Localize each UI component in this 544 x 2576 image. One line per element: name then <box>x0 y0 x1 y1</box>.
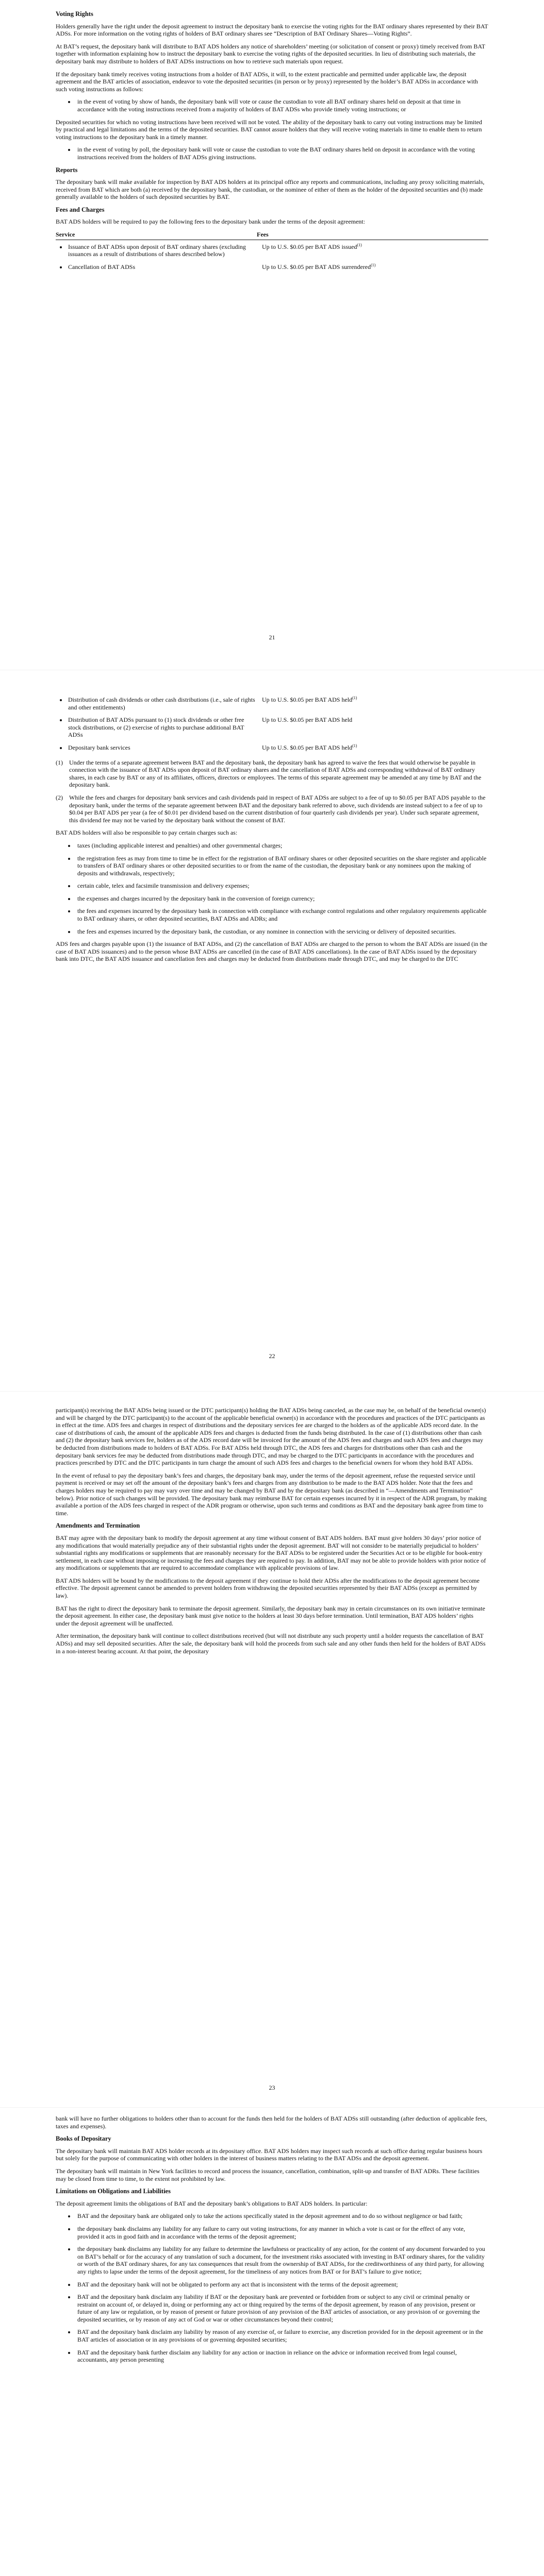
fees-heading: Fees and Charges <box>56 206 105 213</box>
amendments-paragraph-2: BAT ADS holders will be bound by the modifications to the deposit agreement if they continue to hold their ADSs after the modifications to the deposit agreement become effective. The deposit agreement cannot be amended to prevent holders from withdrawing the deposited securities represented by their BAT ADSs (except as permitted by law). <box>56 1577 480 1600</box>
footnote-1 <box>56 759 488 789</box>
voting-list-1 <box>56 98 488 113</box>
table-row <box>56 240 488 260</box>
voting-paragraph-4: Deposited securities for which no voting instructions have been received will not be voted. The ability of the depositary bank to carry out voting instructions may be limited by practical and legal limitations and the terms of the deposited securities. BAT cannot assure holders that they will receive voting materials in time to enable them to return voting instructions to the depositary bank in a timely manner. <box>56 118 482 141</box>
page-22 <box>0 693 544 968</box>
list-item: • the expenses and charges incurred by the depositary bank in the conversion of foreign currency; <box>75 895 488 903</box>
reports-heading: Reports <box>56 166 78 174</box>
fee-service: • Distribution of BAT ADSs pursuant to (1) stock dividends or other free stock distributions, or (2) exercise of rights to purchase additional BAT ADSs <box>67 716 257 739</box>
table-row <box>56 693 488 713</box>
list-item: • BAT and the depositary bank further disclaim any liability for any action or inaction in reliance on the advice or information received from legal counsel, accountants, any person presenting <box>75 2349 488 2364</box>
voting-poll-item: • in the event of voting by poll, the depositary bank will vote or cause the custodian to vote the BAT ordinary shares held on deposit in accordance with the voting instructions received from the holders of BAT ADSs giving instructions. <box>75 146 488 161</box>
fee-note: (1) <box>357 242 362 247</box>
charges-intro: BAT ADS holders will also be responsible to pay certain charges such as: <box>56 829 238 837</box>
list-item: • BAT and the depositary bank disclaim any liability by reason of any exercise of, or failure to exercise, any discretion provided for in the deposit agreement or in the BAT articles of association or in any provisions of or governing deposited securities; <box>75 2328 488 2343</box>
list-item: • BAT and the depositary bank will not be obligated to perform any act that is inconsistent with the terms of the deposit agreement; <box>75 2281 488 2289</box>
voting-paragraph-2: At BAT’s request, the depositary bank will distribute to BAT ADS holders any notice of shareholders’ meeting (or solicitation of consent or proxy) timely received from BAT together with information explaining how to instruct the depositary bank to exercise the voting rights of the deposited securities. In lieu of distributing such materials, the depositary bank may distribute to holders of BAT ADSs instructions on how to retrieve such materials upon request. <box>56 42 485 65</box>
voting-paragraph-1: Holders generally have the right under the deposit agreement to instruct the depositary bank to exercise the voting rights for the BAT ordinary shares represented by their BAT ADSs. For more information on the voting rights of holders of BAT ordinary shares see “Description of BAT Ordinary Shares—Voting Rights”. <box>56 22 488 38</box>
page-divider <box>0 1391 544 1392</box>
footnote-2 <box>56 794 488 824</box>
fee-service: • Depositary bank services <box>67 744 257 752</box>
fee-amount: Up to U.S. $0.05 per BAT ADS surrendered <box>262 263 371 270</box>
page-number-22: 22 <box>269 1352 275 1360</box>
list-item: • certain cable, telex and facsimile transmission and delivery expenses; <box>75 882 488 890</box>
page-23 <box>0 1406 544 1660</box>
table-row <box>56 741 488 754</box>
page-number-23: 23 <box>269 2084 275 2091</box>
footnote-1-text: Under the terms of a separate agreement between BAT and the depositary bank, the depositary bank has agreed to waive the fees that would otherwise be payable in connection with the issuance of BAT ADSs upon deposit of BAT ordinary shares and the cancellation of BAT ADSs and corresponding withdrawal of BAT ordinary shares, in each case by BAT or any of its affiliates, officers, directors or employees. The terms of this separate agreement may be amended at any time by BAT and the depositary bank. <box>69 758 482 789</box>
amendments-heading: Amendments and Termination <box>56 1522 140 1530</box>
fee-note: (1) <box>352 696 357 700</box>
voting-list-2 <box>56 146 488 161</box>
books-paragraph-1: The depositary bank will maintain BAT ADS holder records at its depositary office. BAT ADS holders may inspect such records at such office during regular business hours but solely for the purpose of communicating with other holders in the interest of business matters relating to the BAT ADSs and the deposit agreement. <box>56 2147 483 2162</box>
fee-note: (1) <box>352 743 357 748</box>
list-item: • the depositary bank disclaims any liability for any failure to determine the lawfulness or practicality of any action, for the content of any document forwarded to you on BAT’s behalf or for the accuracy of any translation of such a document, for the investment risks associated with investing in BAT ordinary shares, for the validity or worth of the BAT ordinary shares, for any tax consequences that result from the ownership of BAT ADSs, for the creditworthiness of any third party, for allowing any rights to lapse under the terms of the deposit agreement, for the timeliness of any notices from BAT or for BAT’s failure to give notice; <box>75 2245 488 2275</box>
fee-service: • Issuance of BAT ADSs upon deposit of BAT ordinary shares (excluding issuances as a result of distributions of shares described below) <box>67 243 257 258</box>
fee-service: • Distribution of cash dividends or other cash distributions (i.e., sale of rights and other entitlements) <box>67 696 257 711</box>
table-row <box>56 713 488 741</box>
footnote-list <box>56 759 488 824</box>
list-item: • the fees and expenses incurred by the depositary bank in connection with compliance with exchange control regulations and other regulatory requirements applicable to BAT ordinary shares, or other deposited securities, BAT ADSs and ADRs; and <box>75 907 488 922</box>
list-item: • the registration fees as may from time to time be in effect for the registration of BAT ordinary shares or other deposited securities on the share register and applicable to transfers of BAT ordinary shares or other deposited securities to or from the name of the custodian, the depositary bank or any nominees upon the making of deposits and withdrawals, respectively; <box>75 855 488 877</box>
fee-amount: Up to U.S. $0.05 per BAT ADS held <box>262 743 353 751</box>
dtc-paragraph: ADS fees and charges payable upon (1) the issuance of BAT ADSs, and (2) the cancellation of BAT ADSs are charged to the person to whom the BAT ADSs are issued (in the case of BAT ADS issuances) and to the person whose BAT ADSs are cancelled (in the case of BAT ADS cancellations). In the case of BAT ADSs issued by the depositary bank into DTC, the BAT ADS issuance and cancellation fees and charges may be deducted from distributions made through DTC, and may be charged to the DTC <box>56 940 488 963</box>
reports-paragraph: The depositary bank will make available for inspection by BAT ADS holders at its principal office any reports and communications, including any proxy soliciting materials, received from BAT which are both (a) received by the depositary bank, the custodian, or the nominee of either of them as the holder of the deposited securities and (b) made generally available to the holders of such deposited securities by BAT. <box>56 178 485 201</box>
fee-amount: Up to U.S. $0.05 per BAT ADS held <box>262 716 353 724</box>
charges-list <box>56 842 488 935</box>
footnote-1-number: (1) <box>56 758 63 766</box>
table-row <box>56 260 488 273</box>
page-divider <box>0 2107 544 2108</box>
fee-service: • Cancellation of BAT ADSs <box>67 263 257 271</box>
voting-paragraph-3: If the depositary bank timely receives voting instructions from a holder of BAT ADSs, it will, to the extent practicable and permitted under applicable law, the deposit agreement and the BAT articles of association, endeavor to vote the deposited securities (in person or by proxy) represented by the holder’s BAT ADSs in accordance with such voting instructions as follows: <box>56 70 478 93</box>
list-item: • BAT and the depositary bank disclaim any liability if BAT or the depositary bank are prevented or forbidden from or subject to any civil or criminal penalty or restraint on account of, or delayed in, doing or performing any act or thing required by the terms of the deposit agreement, by reason of any provision, present or future of any law or regulation, or by reason of present or future provision of any provision of the BAT articles of association, or any provision of or governing the deposited securities, or by reason of any act of God or war or other circumstances beyond their control; <box>75 2293 488 2323</box>
list-item: • BAT and the depositary bank are obligated only to take the actions specifically stated in the deposit agreement and to do so without negligence or bad faith; <box>75 2212 488 2220</box>
footnote-2-text: While the fees and charges for depositary bank services and cash dividends paid in respect of BAT ADSs are subject to a fee of up to $0.05 per BAT ADS payable to the depositary bank, under the terms of the separate agreement between BAT and the depositary bank referred to above, such dividends are instead subject to a fee of up to $0.04 per BAT ADS per year (a fee of $0.01 per dividend based on the current distribution of four quarterly cash dividends per year). Under such separate agreement, this dividend fee may not be varied by the depositary bank without the consent of BAT. <box>69 793 486 824</box>
fee-amount: Up to U.S. $0.05 per BAT ADS held <box>262 696 353 703</box>
fees-table <box>56 231 488 273</box>
fees-intro: BAT ADS holders will be required to pay the following fees to the depositary bank under the terms of the deposit agreement: <box>56 218 365 226</box>
amendments-paragraph-1: BAT may agree with the depositary bank to modify the deposit agreement at any time without consent of BAT ADS holders. BAT must give holders 30 days’ prior notice of any modifications that would materially prejudice any of their substantial rights under the deposit agreement. BAT will not consider to be materially prejudicial to holders’ substantial rights any modifications or supplements that are reasonably necessary for the BAT ADSs to be registered under the Securities Act or to be eligible for book-entry settlement, in each case without imposing or increasing the fees and charges they are required to pay. In addition, BAT may not be able to provide holders with prior notice of any modifications or supplements that are required to accommodate compliance with applicable provisions of law. <box>56 1534 486 1572</box>
limitations-heading: Limitations on Obligations and Liabilities <box>56 2188 171 2195</box>
voting-show-of-hands-item: • in the event of voting by show of hands, the depositary bank will vote or cause the custodian to vote all BAT ordinary shares held on deposit at that time in accordance with the voting instructions received from a majority of holders of BAT ADSs who provide timely voting instructions; or <box>75 98 488 113</box>
books-paragraph-2: The depositary bank will maintain in New York facilities to record and process the issuance, cancellation, combination, split-up and transfer of BAT ADRs. These facilities may be closed from time to time, to the extent not prohibited by law. <box>56 2167 480 2182</box>
list-item: • the fees and expenses incurred by the depositary bank, the custodian, or any nominee in connection with the servicing or delivery of deposited securities. <box>75 928 488 936</box>
list-item: • the depositary bank disclaims any liability for any failure to carry out voting instructions, for any manner in which a vote is cast or for the effect of any vote, provided it acts in good faith and in accordance with the terms of the deposit agreement; <box>75 2225 488 2240</box>
refusal-paragraph: In the event of refusal to pay the depositary bank’s fees and charges, the depositary bank may, under the terms of the deposit agreement, refuse the requested service until payment is received or may set off the amount of the depositary bank’s fees and charges from any distribution to be made to the BAT ADS holder. Note that the fees and charges holders may be required to pay may vary over time and may be changed by BAT and by the depositary bank (as described in “—Amendments and Termination” below). Prior notice of such changes will be provided. The depositary bank may reimburse BAT for certain expenses incurred by it in respect of the ADR program, by making available a portion of the ADS fees charged in respect of the ADR program or otherwise, upon such terms and conditions as BAT and the depositary bank agree from time to time. <box>56 1471 487 1517</box>
termination-continued-paragraph: bank will have no further obligations to holders other than to account for the funds then held for the holders of BAT ADSs still outstanding (after deduction of applicable fees, taxes and expenses). <box>56 2115 487 2130</box>
fee-note: (1) <box>371 262 376 267</box>
fees-table-continued <box>56 693 488 754</box>
termination-paragraph-1: BAT has the right to direct the depositary bank to terminate the deposit agreement. Similarly, the depositary bank may in certain circumstances on its own initiative terminate the deposit agreement. In either case, the depositary bank must give notice to the holders at least 30 days before termination. Until termination, BAT ADS holders’ rights under the deposit agreement will be unaffected. <box>56 1604 485 1627</box>
page-24 <box>0 2115 544 2369</box>
footnote-2-number: (2) <box>56 793 63 801</box>
books-heading: Books of Depositary <box>56 2135 111 2143</box>
fees-continued-paragraph: participant(s) receiving the BAT ADSs being issued or the DTC participant(s) holding the BAT ADSs being canceled, as the case may be, on behalf of the beneficial owner(s) and will be charged by the DTC participant(s) to the account of the applicable beneficial owner(s) in accordance with the procedures and practices of the DTC participants as in effect at the time. ADS fees and charges in respect of distributions and the depositary services fee are charged to the holders as of the applicable ADS record date. In the case of distributions of cash, the amount of the applicable ADS fees and charges is deducted from the funds being distributed. In the case of (1) distributions other than cash and (2) the depositary bank services fee, holders as of the ADS record date will be invoiced for the amount of the ADS fees and charges and such ADS fees and charges may be deducted from distributions made to holders of BAT ADSs. For BAT ADSs held through DTC, the ADS fees and charges for distributions other than cash and the depositary bank services fee may be deducted from distributions made through DTC, and may be charged to the DTC participants in accordance with the procedures and practices prescribed by DTC and the DTC participants in turn charge the amount of such ADS fees and charges to the beneficial owners for whom they hold BAT ADSs. <box>56 1406 486 1467</box>
page-number-21: 21 <box>269 634 275 641</box>
fees-col-fees: Fees <box>257 231 488 240</box>
limitations-intro: The deposit agreement limits the obligations of BAT and the depositary bank’s obligations to BAT ADS holders. In particular: <box>56 2199 368 2207</box>
termination-paragraph-2: After termination, the depositary bank will continue to collect distributions received (but will not distribute any such property until a holder requests the cancellation of BAT ADSs) and may sell deposited securities. After the sale, the depositary bank will hold the proceeds from such sale and any other funds then held for the holders of BAT ADSs in a non-interest bearing account. At that point, the depositary <box>56 1632 486 1655</box>
list-item: • taxes (including applicable interest and penalties) and other governmental charges; <box>75 842 488 850</box>
fees-col-service: Service <box>56 231 257 240</box>
voting-rights-heading: Voting Rights <box>56 10 93 18</box>
fee-amount: Up to U.S. $0.05 per BAT ADS issued <box>262 243 357 250</box>
limitations-list <box>56 2212 488 2364</box>
page-21 <box>0 10 544 278</box>
